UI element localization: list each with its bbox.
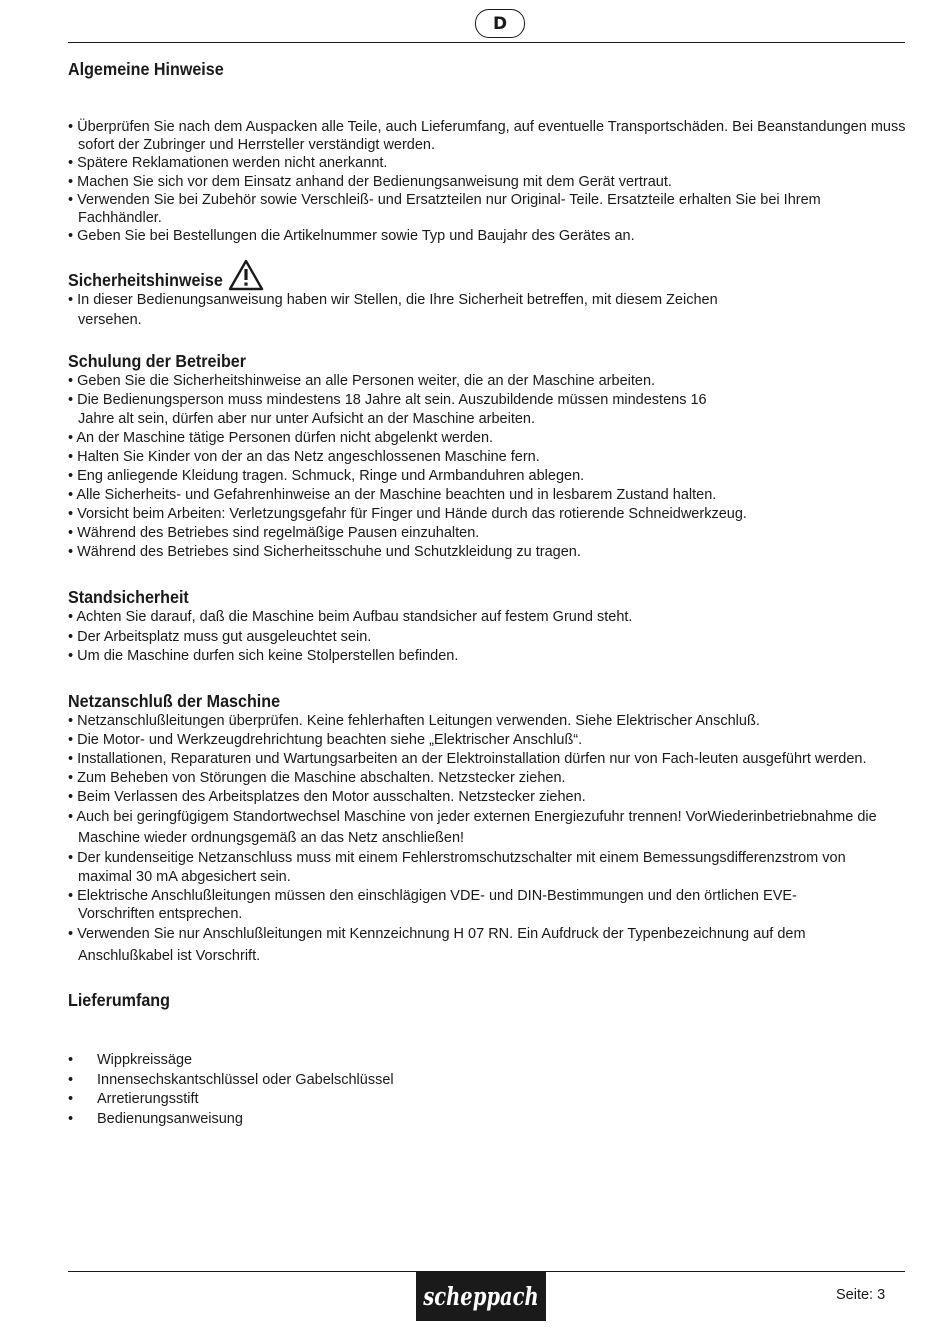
list-item: • Halten Sie Kinder von der an das Netz angeschlossenen Maschine fern. xyxy=(68,448,738,467)
list-item: • Die Bedienungsperson muss mindestens 18 Jahre alt sein. Auszubildende müssen mindestens 16 Jahre alt sein, dürfen aber nur unter Aufsicht an der Maschine arbeiten. xyxy=(68,391,738,429)
list-item: • Achten Sie darauf, daß die Maschine beim Aufbau standsicher auf festem Grund steht. xyxy=(68,608,908,627)
section-mains xyxy=(68,690,908,967)
section-safety xyxy=(68,263,908,330)
list-item: • Bedienungsanweisung xyxy=(68,1110,908,1130)
list-item: • Geben Sie bei Bestellungen die Artikelnummer sowie Typ und Baujahr des Gerätes an. xyxy=(68,227,908,245)
list-item: • Beim Verlassen des Arbeitsplatzes den Motor ausschalten. Netzstecker ziehen. xyxy=(68,788,908,807)
list-item: • Während des Betriebes sind regelmäßige Pausen einzuhalten. xyxy=(68,524,738,543)
section-stability xyxy=(68,586,908,666)
section-title: Netzanschluß der Maschine xyxy=(68,691,281,712)
list-item: • Um die Maschine durfen sich keine Stolperstellen befinden. xyxy=(68,647,908,666)
list-item: • Der Arbeitsplatz muss gut ausgeleuchtet sein. xyxy=(68,628,908,647)
logo-text: scheppach xyxy=(423,1281,539,1311)
list-item: • Geben Sie die Sicherheitshinweise an alle Personen weiter, die an der Maschine arbeiten. xyxy=(68,372,738,391)
bullet-list xyxy=(68,712,908,967)
list-item: • Während des Betriebes sind Sicherheitsschuhe und Schutzkleidung zu tragen. xyxy=(68,543,738,562)
list-item: • Die Motor- und Werkzeugdrehrichtung beachten siehe „Elektrischer Anschluß“. xyxy=(68,731,908,750)
page-number: Seite: 3 xyxy=(836,1287,886,1303)
list-item: • Überprüfen Sie nach dem Auspacken alle Teile, auch Lieferumfang, auf eventuelle Transportschäden. Bei Beanstandungen muss sofort der Zubringer und Herrsteller verständigt werden. xyxy=(68,118,908,154)
section-general xyxy=(68,58,908,245)
language-badge: D xyxy=(475,9,525,38)
section-title: Standsicherheit xyxy=(68,587,189,608)
bullet-list xyxy=(68,372,747,562)
list-item: • Auch bei geringfügigem Standortwechsel Maschine von jeder externen Energiezufuhr trennen! VorWiederinbetriebnahme die Maschine wieder ordnungsgemäß an das Netz anschließen! xyxy=(68,807,908,849)
list-item: • Wippkreissäge xyxy=(68,1051,908,1071)
list-item: • Zum Beheben von Störungen die Maschine abschalten. Netzstecker ziehen. xyxy=(68,769,908,788)
list-item: • Machen Sie sich vor dem Einsatz anhand der Bedienungsanweisung mit dem Gerät vertraut. xyxy=(68,173,908,191)
list-item: • Verwenden Sie nur Anschlußleitungen mit Kennzeichnung H 07 RN. Ein Aufdruck der Typenbezeichnung auf dem Anschlußkabel ist Vorschrift. xyxy=(68,923,868,967)
warning-triangle-icon xyxy=(228,259,264,291)
bullet-list xyxy=(68,291,908,330)
list-item: • Alle Sicherheits- und Gefahrenhinweise an der Maschine beachten und in lesbarem Zustand halten. xyxy=(68,486,738,505)
brand-logo xyxy=(416,1271,546,1321)
section-title: Algemeine Hinweise xyxy=(68,59,224,79)
bullet-list xyxy=(68,608,908,666)
header-divider xyxy=(68,42,905,43)
list-item: • In dieser Bedienungsanweisung haben wir Stellen, die Ihre Sicherheit betreffen, mit diesem Zeichen versehen. xyxy=(68,291,768,330)
list-item: • Vorsicht beim Arbeiten: Verletzungsgefahr für Finger und Hände durch das rotierende Schneidwerkzeug. xyxy=(68,505,738,524)
list-item: • Der kundenseitige Netzanschluss muss mit einem Fehlerstromschutzschalter mit einem Bemessungsdifferenzstrom von maximal 30 mA abgesichert sein. xyxy=(68,849,893,887)
list-item: • Eng anliegende Kleidung tragen. Schmuck, Ringe und Armbanduhren ablegen. xyxy=(68,467,738,486)
section-delivery xyxy=(68,989,908,1129)
list-item: • An der Maschine tätige Personen dürfen nicht abgelenkt werden. xyxy=(68,429,738,448)
section-training xyxy=(68,350,908,562)
document-body xyxy=(68,58,908,1129)
list-item: • Arretierungsstift xyxy=(68,1090,908,1110)
section-title: Schulung der Betreiber xyxy=(68,351,247,372)
list-item: • Verwenden Sie bei Zubehör sowie Verschleiß- und Ersatzteilen nur Original- Teile. Ersatzteile erhalten Sie bei Ihrem Fachhändler. xyxy=(68,191,908,227)
bullet-list xyxy=(68,118,908,245)
section-title: Lieferumfang xyxy=(68,990,170,1011)
list-item: • Elektrische Anschlußleitungen müssen den einschlägigen VDE- und DIN-Bestimmungen und den örtlichen EVE-Vorschriften entsprechen. xyxy=(68,887,818,923)
list-item: • Installationen, Reparaturen und Wartungsarbeiten an der Elektroinstallation dürfen nur von Fach-leuten ausgeführt werden. xyxy=(68,750,878,769)
delivery-list xyxy=(68,1051,908,1129)
list-item: • Spätere Reklamationen werden nicht anerkannt. xyxy=(68,154,908,172)
section-title: Sicherheitshinweise xyxy=(68,270,223,291)
list-item: • Innensechskantschlüssel oder Gabelschlüssel xyxy=(68,1071,908,1091)
list-item: • Netzanschlußleitungen überprüfen. Keine fehlerhaften Leitungen verwenden. Siehe Elektrischer Anschluß. xyxy=(68,712,908,731)
